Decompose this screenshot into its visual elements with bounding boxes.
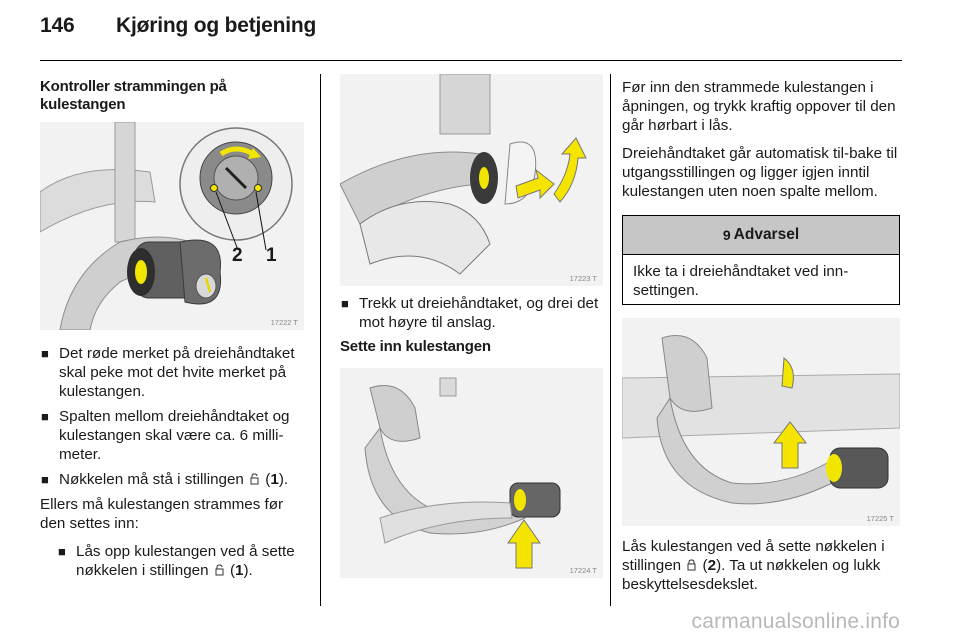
- paragraph-insert-bar: Før inn den strammede kulestangen i åpningen, og trykk kraftig oppover til den går hørbart i lås.: [622, 79, 896, 134]
- warning-header: [623, 216, 899, 255]
- bullet-red-mark: ■ Det røde merket på dreiehåndtaket skal peke mot det hvite merket på kulestangen.: [41, 345, 295, 400]
- warning-title: Advarsel: [733, 226, 800, 243]
- figure-id: 17222 T: [270, 318, 298, 327]
- callout-2: 2: [232, 245, 243, 266]
- figure-id: 17223 T: [569, 274, 597, 283]
- column-divider-1: [320, 74, 321, 606]
- figure-tension-check: [40, 122, 304, 330]
- column-3-text: [622, 78, 904, 210]
- paragraph-handle-returns: Dreiehåndtaket går automatisk til-bake til utgangsstillingen og ligger igjen inntil kulestangen uten noen spalte mellom.: [622, 145, 898, 200]
- page-number: 146: [40, 14, 75, 37]
- lock-closed-icon: [687, 559, 696, 571]
- column-divider-2: [610, 74, 611, 606]
- bullet-gap: ■ Spalten mellom dreiehåndtaket og kulestangen skal være ca. 6 milli-meter.: [41, 408, 290, 463]
- header-rule: [40, 60, 902, 61]
- callout-1: 1: [266, 245, 277, 266]
- lock-open-icon: [250, 473, 259, 485]
- warning-icon: 9: [722, 227, 731, 243]
- page-header: [40, 14, 316, 38]
- paragraph-otherwise: Ellers må kulestangen strammes før den settes inn:: [40, 496, 284, 532]
- warning-box: [622, 215, 900, 305]
- figure-id: 17224 T: [569, 566, 597, 575]
- column-3-bottom: [622, 537, 904, 603]
- section-heading-check-tension: Kontroller strammingen på kulestangen: [40, 78, 227, 113]
- bullet-pull-handle: ■ Trekk ut dreiehåndtaket, og drei det mot høyre til anslag.: [341, 295, 599, 331]
- section-heading-insert: Sette inn kulestangen: [340, 338, 491, 355]
- figure-pull-handle: [340, 74, 603, 286]
- warning-text: Ikke ta i dreiehåndtaket ved inn-settingen.: [633, 263, 849, 299]
- paragraph-lock: Lås kulestangen ved å sette nøkkelen i stillingen (2). Ta ut nøkkelen og lukk beskyttelsesdekslet.: [622, 538, 885, 593]
- lock-open-icon: [215, 564, 224, 576]
- figure-insert-ball-bar: [340, 368, 603, 578]
- column-2-text: [340, 294, 606, 364]
- watermark: carmanualsonline.info: [691, 610, 900, 633]
- bullet-key-position: ■ Nøkkelen må stå i stillingen (1).: [41, 471, 289, 488]
- column-1: [40, 78, 306, 122]
- page-title: Kjøring og betjening: [116, 14, 317, 37]
- figure-id: 17225 T: [866, 514, 894, 523]
- column-1-text: [40, 344, 308, 586]
- bullet-unlock: ■ Lås opp kulestangen ved å sette nøkkelen i stillingen (1).: [58, 543, 295, 579]
- figure-lock-bar: [622, 318, 900, 526]
